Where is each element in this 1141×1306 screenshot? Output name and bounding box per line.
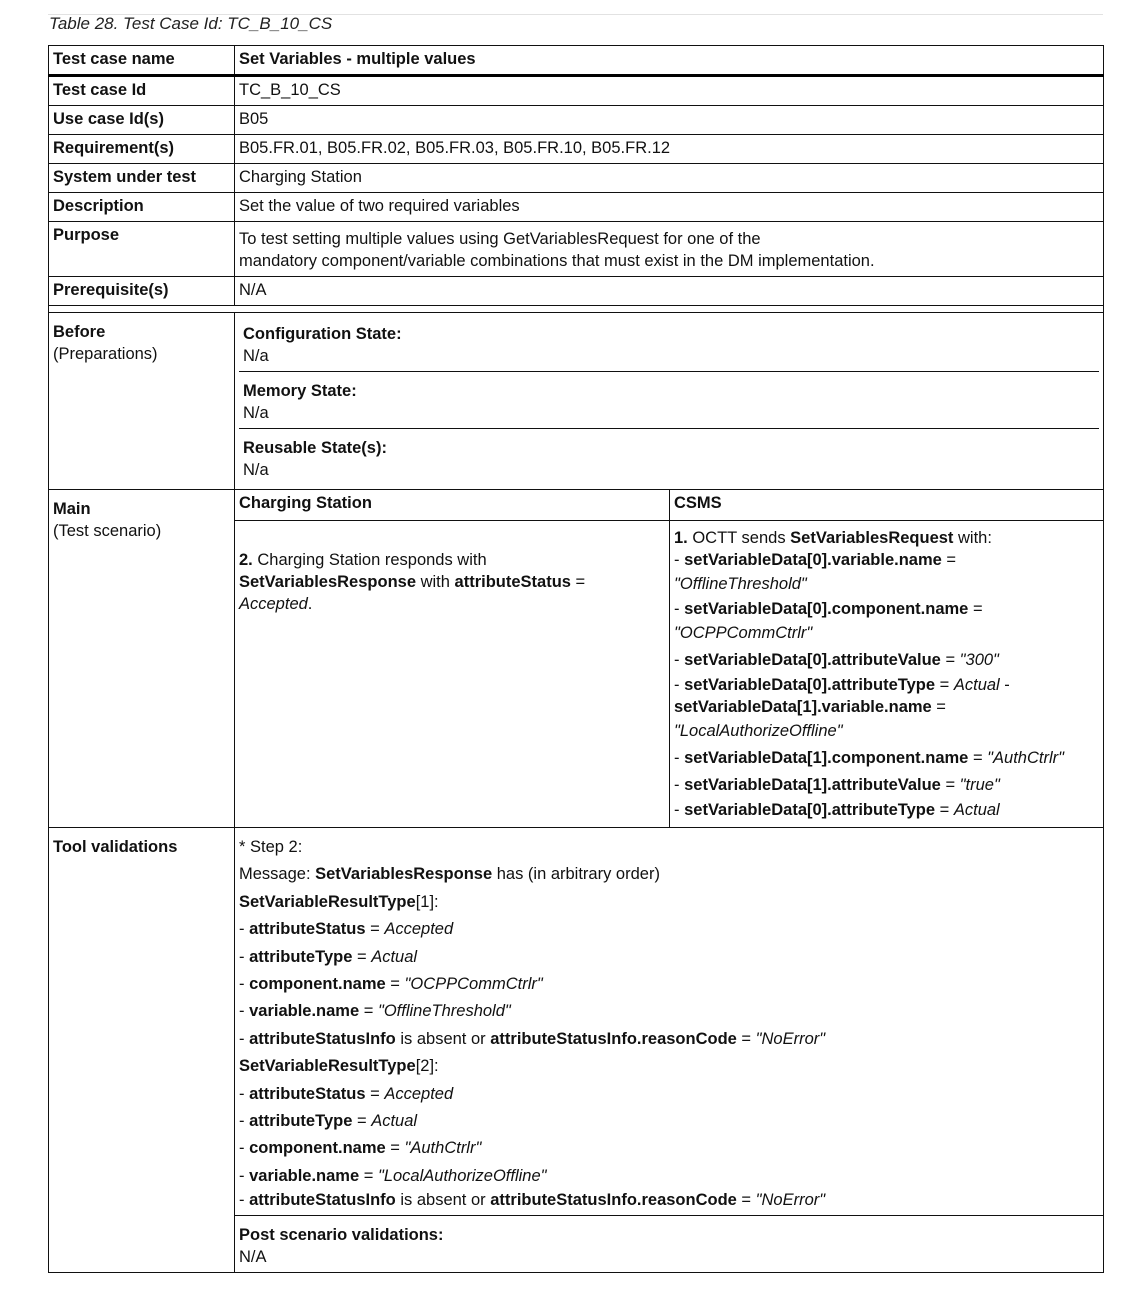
value-system-under-test: Charging Station <box>235 164 1104 193</box>
cs-step-2: 2. Charging Station responds with SetVariablesResponse with attributeStatus = Accepted. <box>235 521 670 828</box>
configuration-state: Configuration State: N/a <box>239 315 1099 372</box>
csms-item: - setVariableData[0].component.name = <box>674 600 983 618</box>
csms-item: - setVariableData[0].attributeType = Actual <box>674 801 1000 819</box>
row-purpose <box>49 222 1104 277</box>
tv-result-type-2: SetVariableResultType[2]: <box>239 1057 439 1076</box>
label-main-sub: (Test scenario) <box>53 522 162 540</box>
row-main-header <box>49 490 1104 521</box>
label-system-under-test: System under test <box>49 164 235 193</box>
row-prerequisites <box>49 277 1104 306</box>
tv-step: * Step 2: <box>239 838 303 856</box>
row-test-case-name <box>49 46 1104 76</box>
csms-item: setVariableData[1].variable.name = <box>674 698 946 716</box>
value-use-case-ids: B05 <box>235 106 1104 135</box>
label-before: Before (Preparations) <box>49 313 235 490</box>
spacer-row <box>49 306 1104 313</box>
csms-item: - setVariableData[0].attributeValue = "300" <box>674 651 999 669</box>
before-states <box>235 313 1104 490</box>
csms-item: - setVariableData[1].component.name = "AuthCtrlr" <box>674 749 1064 767</box>
value-description: Set the value of two required variables <box>235 193 1104 222</box>
purpose-line-2: mandatory component/variable combinations that must exist in the DM implementation. <box>239 252 875 270</box>
tv-result-type-1: SetVariableResultType[1]: <box>239 892 439 911</box>
row-before <box>49 313 1104 490</box>
label-use-case-ids: Use case Id(s) <box>49 106 235 135</box>
label-main: Main (Test scenario) <box>49 490 235 828</box>
label-requirements: Requirement(s) <box>49 135 235 164</box>
purpose-line-1: To test setting multiple values using GetVariablesRequest for one of the <box>239 230 761 248</box>
label-test-case-id: Test case Id <box>49 76 235 106</box>
row-test-case-id <box>49 76 1104 106</box>
tool-validations-content: * Step 2: Message: SetVariablesResponse has (in arbitrary order) SetVariableResultType[1]: - attributeStatus = Accepted - attributeType = Actual - component.name = "OCPPCommCtrlr" - variable.name = "OfflineThreshold" - attributeStatusInfo is absent or attributeStatusInfo.reasonCode = "NoError" SetVariableResultType[2]: - attributeStatus = Accepted - attributeType = Actual - component.name = "AuthCtrlr" - variable.name = "LocalAuthorizeOffline" - attributeStatusInfo is absent or attributeStatusInfo.reasonCode = "NoError" <box>235 828 1104 1216</box>
csms-item: - setVariableData[0].attributeType = Actual - <box>674 676 1010 694</box>
csms-step-1: 1. OCTT sends SetVariablesRequest with: - setVariableData[0].variable.name = "OfflineThreshold" - setVariableData[0].component.name = "OCPPCommCtrlr" - setVariableData[0].attributeValue = "300" - setVariableData[0].attributeType = Actual - setVariableData[1].variable.name = "LocalAuthorizeOffline" - setVariableData[1].component.name = "AuthCtrlr" - setVariableData[1].attributeValue = "true" - setVariableData[0].attributeType = Actual <box>670 521 1104 828</box>
csms-item: - setVariableData[1].attributeValue = "true" <box>674 776 1000 794</box>
tv-message: Message: SetVariablesResponse has (in arbitrary order) <box>239 865 660 884</box>
label-purpose: Purpose <box>49 222 235 277</box>
test-case-table <box>48 45 1104 1273</box>
table-caption: Table 28. Test Case Id: TC_B_10_CS <box>49 14 333 33</box>
label-before-sub: (Preparations) <box>53 345 158 363</box>
label-tool-validations: Tool validations <box>49 828 235 1273</box>
row-description <box>49 193 1104 222</box>
label-test-case-name: Test case name <box>49 46 235 76</box>
row-system-under-test <box>49 164 1104 193</box>
value-test-case-id: TC_B_10_CS <box>235 76 1104 106</box>
reusable-states: Reusable State(s): N/a <box>243 439 387 479</box>
csms-item: - setVariableData[0].variable.name = <box>674 551 957 569</box>
label-description: Description <box>49 193 235 222</box>
value-requirements: B05.FR.01, B05.FR.02, B05.FR.03, B05.FR.10, B05.FR.12 <box>235 135 1104 164</box>
header-csms: CSMS <box>670 490 1104 521</box>
row-tool-validations <box>49 828 1104 1216</box>
value-prerequisites: N/A <box>235 277 1104 306</box>
post-scenario-validations: Post scenario validations: N/A <box>235 1216 1104 1273</box>
label-prerequisites: Prerequisite(s) <box>49 277 235 306</box>
value-purpose <box>235 222 1104 277</box>
header-charging-station: Charging Station <box>235 490 670 521</box>
value-test-case-name: Set Variables - multiple values <box>235 46 1104 76</box>
row-use-case-ids <box>49 106 1104 135</box>
memory-state: Memory State: N/a <box>239 372 1099 429</box>
row-requirements <box>49 135 1104 164</box>
